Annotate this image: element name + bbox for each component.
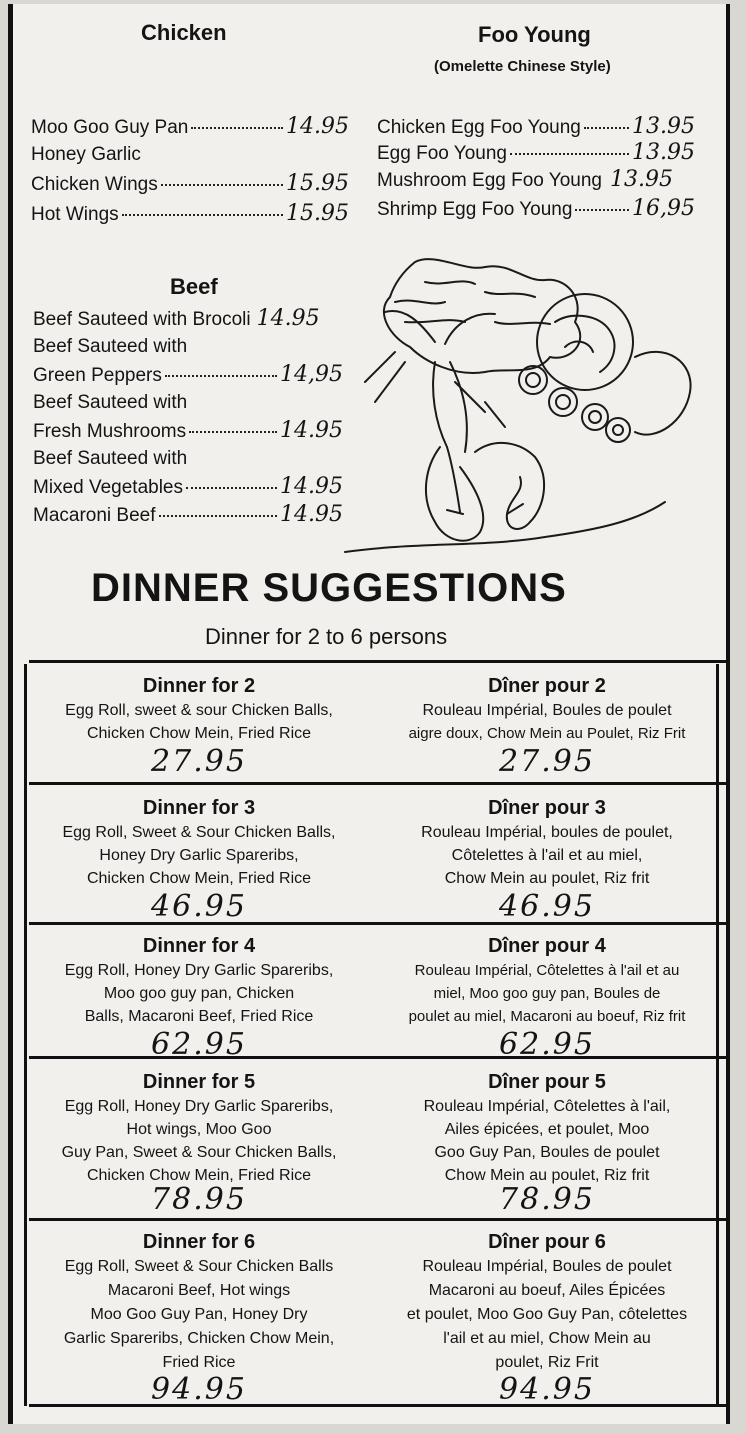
dinner-line: Ailes épicées, et poulet, Moo	[444, 1121, 650, 1138]
item-name: Mushroom Egg Foo Young	[377, 170, 602, 191]
item-name: Macaroni Beef	[33, 505, 156, 526]
dinner-line: aigre doux, Chow Mein au Poulet, Riz Frit	[408, 725, 686, 742]
dinner-line: miel, Moo goo guy pan, Boules de	[433, 985, 661, 1002]
dinner-line: Rouleau Impérial, boules de poulet,	[421, 824, 673, 841]
leader-dots	[161, 184, 283, 186]
dinner-title: Dîner pour 2	[488, 675, 606, 697]
dinner-set-6	[29, 1218, 727, 1407]
menu-page	[8, 4, 730, 1424]
item-name: Beef Sauteed with	[33, 392, 188, 413]
dinner-french	[377, 1069, 717, 1217]
leader-dots	[122, 214, 283, 216]
menu-item	[377, 114, 695, 139]
dinner-price: 27.95	[499, 744, 595, 779]
frame-bottom-border	[29, 1404, 727, 1407]
dinner-price: 78.95	[151, 1182, 247, 1217]
dinner-line: Macaroni au boeuf, Ailes Épicées	[428, 1282, 666, 1299]
menu-item	[31, 114, 349, 139]
dinner-title: Dinner for 6	[142, 1231, 256, 1253]
dinner-title: Dinner for 2	[142, 675, 256, 697]
foo-young-subheading: (Omelette Chinese Style)	[434, 58, 611, 75]
dinner-set-2	[29, 660, 727, 784]
menu-item	[377, 140, 695, 165]
dinner-price: 78.95	[499, 1182, 595, 1217]
lobster-illustration-icon	[335, 252, 713, 558]
menu-item	[33, 306, 343, 331]
leader-dots	[584, 127, 629, 129]
item-price: 13.95	[632, 140, 695, 165]
leader-dots	[510, 153, 629, 155]
dinner-line: Egg Roll, Honey Dry Garlic Spareribs,	[64, 1098, 334, 1115]
item-name: Beef Sauteed with Brocoli	[33, 309, 251, 330]
beef-heading: Beef	[170, 274, 218, 299]
leader-dots	[159, 515, 278, 517]
item-price: 14.95	[256, 306, 320, 331]
dinner-price: 46.95	[499, 889, 595, 924]
dinner-title: Dinner for 3	[142, 797, 256, 819]
item-price: 14.95	[280, 474, 343, 499]
dinner-line: et poulet, Moo Goo Guy Pan, côtelettes	[406, 1306, 688, 1323]
item-name: Chicken Egg Foo Young	[377, 117, 581, 138]
item-name: Hot Wings	[31, 204, 119, 225]
item-price: 13.95	[632, 114, 695, 139]
menu-item	[377, 196, 695, 221]
item-name: Chicken Wings	[31, 174, 158, 195]
dinner-price: 94.95	[499, 1372, 595, 1407]
dinner-line: Goo Guy Pan, Boules de poulet	[434, 1144, 660, 1161]
dinner-price: 62.95	[499, 1027, 595, 1062]
menu-item	[31, 171, 349, 196]
dinner-line: poulet au miel, Macaroni au boeuf, Riz frit	[408, 1008, 686, 1025]
dinner-line: Rouleau Impérial, Boules de poulet	[422, 702, 672, 719]
dinner-line: Rouleau Impérial, Côtelettes à l'ail et au	[414, 962, 680, 979]
item-name: Shrimp Egg Foo Young	[377, 199, 573, 220]
dinner-line: Rouleau Impérial, Boules de poulet	[422, 1258, 672, 1275]
dinner-line: Côtelettes à l'ail et au miel,	[451, 847, 643, 864]
dinner-english	[29, 1229, 369, 1405]
menu-item	[377, 167, 695, 192]
dinner-line: Chicken Chow Mein, Fried Rice	[86, 870, 312, 887]
dinner-french	[377, 933, 717, 1062]
dinner-line: Chow Mein au poulet, Riz frit	[444, 1167, 650, 1184]
dinner-line: Chicken Chow Mein, Fried Rice	[86, 1167, 312, 1184]
dinner-line: Hot wings, Moo Goo	[126, 1121, 272, 1138]
leader-dots	[189, 431, 277, 433]
dinner-line: Fried Rice	[162, 1354, 236, 1371]
dinner-title: Dîner pour 4	[488, 935, 606, 957]
dinner-price: 62.95	[151, 1027, 247, 1062]
dinner-line: poulet, Riz Frit	[495, 1354, 599, 1371]
dinner-english	[29, 1069, 369, 1217]
dinner-french	[377, 1229, 717, 1405]
item-price: 16,95	[632, 196, 695, 221]
item-name: Honey Garlic	[31, 144, 141, 165]
dinner-line: Rouleau Impérial, Côtelettes à l'ail,	[423, 1098, 671, 1115]
menu-item	[33, 418, 343, 443]
item-name: Beef Sauteed with	[33, 448, 188, 469]
chicken-heading: Chicken	[141, 20, 227, 45]
dinner-line: Moo goo guy pan, Chicken	[103, 985, 295, 1002]
dinner-french	[377, 673, 717, 779]
item-name: Fresh Mushrooms	[33, 421, 187, 442]
dinner-suggestions-title: DINNER SUGGESTIONS	[91, 566, 567, 610]
dinner-price: 94.95	[151, 1372, 247, 1407]
dinner-line: Chicken Chow Mein, Fried Rice	[86, 725, 312, 742]
dinner-set-3	[29, 782, 727, 924]
menu-item	[33, 474, 343, 499]
foo-young-heading: Foo Young	[478, 22, 591, 47]
item-name: Egg Foo Young	[377, 143, 507, 164]
item-price: 14.95	[286, 114, 349, 139]
dinner-line: Egg Roll, Sweet & Sour Chicken Balls	[64, 1258, 334, 1275]
dinner-english	[29, 933, 369, 1062]
dinner-title: Dîner pour 6	[488, 1231, 606, 1253]
dinner-line: Egg Roll, sweet & sour Chicken Balls,	[65, 702, 333, 719]
leader-dots	[191, 127, 283, 129]
leader-dots	[186, 487, 277, 489]
item-name: Moo Goo Guy Pan	[31, 117, 189, 138]
item-name: Mixed Vegetables	[33, 477, 183, 498]
item-price: 14.95	[280, 502, 343, 527]
leader-dots	[165, 375, 277, 377]
dinner-french	[377, 795, 717, 924]
dinner-english	[29, 673, 369, 779]
item-price: 14,95	[280, 362, 343, 387]
menu-item	[33, 502, 343, 527]
dinner-line: Garlic Spareribs, Chicken Chow Mein,	[63, 1330, 335, 1347]
item-price: 14.95	[280, 418, 343, 443]
dinner-line: l'ail et au miel, Chow Mein au	[443, 1330, 651, 1347]
dinner-line: Egg Roll, Sweet & Sour Chicken Balls,	[62, 824, 336, 841]
item-price: 13.95	[610, 167, 673, 192]
item-name: Green Peppers	[33, 365, 162, 386]
dinner-price: 27.95	[151, 744, 247, 779]
item-price: 15.95	[286, 171, 349, 196]
dinner-title: Dinner for 5	[142, 1071, 256, 1093]
dinner-suggestions-subtitle: Dinner for 2 to 6 persons	[205, 624, 448, 649]
dinner-title: Dîner pour 3	[488, 797, 606, 819]
item-price: 15.95	[286, 201, 349, 226]
dinner-line: Macaroni Beef, Hot wings	[107, 1282, 291, 1299]
dinner-title: Dinner for 4	[142, 935, 256, 957]
dinner-english	[29, 795, 369, 924]
dinner-title: Dîner pour 5	[488, 1071, 606, 1093]
leader-dots	[575, 209, 629, 211]
dinner-set-4	[29, 922, 727, 1062]
menu-item	[31, 201, 349, 226]
dinner-line: Egg Roll, Honey Dry Garlic Spareribs,	[64, 962, 334, 979]
dinner-price: 46.95	[151, 889, 247, 924]
dinner-set-5	[29, 1056, 727, 1220]
dinner-line: Balls, Macaroni Beef, Fried Rice	[84, 1008, 314, 1025]
dinner-line: Honey Dry Garlic Spareribs,	[99, 847, 299, 864]
dinner-line: Chow Mein au poulet, Riz frit	[444, 870, 650, 887]
frame-left-border	[24, 664, 27, 1406]
dinner-line: Guy Pan, Sweet & Sour Chicken Balls,	[61, 1144, 337, 1161]
item-name: Beef Sauteed with	[33, 336, 188, 357]
menu-item	[33, 362, 343, 387]
dinner-line: Moo Goo Guy Pan, Honey Dry	[90, 1306, 308, 1323]
